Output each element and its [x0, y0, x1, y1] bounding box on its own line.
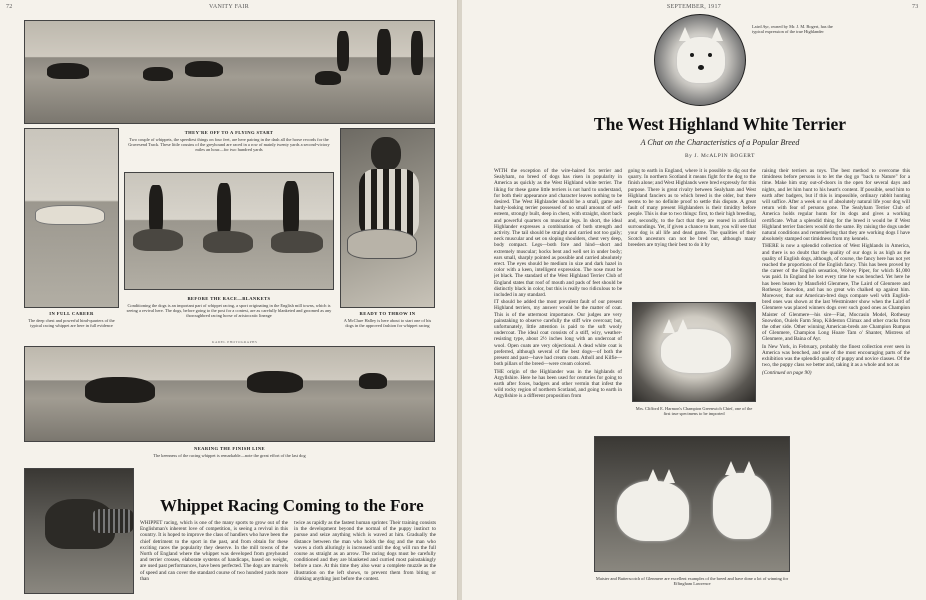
terrier-para-collection: THERE is now a splendid collection of West Highlands in America, and there is no doubt that the quality of our dogs is as high as the quality of English dogs, although, of course, the fancy here has not yet reached the proportions of the English fancy. This has been proved by the career of the English sensation, Wolvey Piper, for which $1,000 was paid. In England he lost every time he was benched. Yet here he has been beaten by Mansfield Glenmere, The Laird of Glenmere and Rothesay Snowdon, and has no great win chalked up against him. Moreover, that our American-bred dogs compare well with English-bred ones was shown at the last Westminster show when the Laird of Glenmere was placed winners dogs over such good ones as Champion Maister of Glenmere—his sire—Fiat, Moccasin Model, Rothesay Snowdon, Ouiels Farm Stop, Kildeston Climax and other cracks from the other side. Other winning American-breds are Champion Rumpus of Glenmere, Champion Long Hoare Tam o' Shanter, Mistress of Glenmere, and Baina of Ayr.: [762, 243, 910, 343]
photo-finish-line: [24, 346, 435, 442]
continued-note: (Continued on page 90): [762, 369, 812, 376]
photo-muzzled-whippet: [24, 468, 134, 594]
caption-blankets-text: Conditioning the dogs is an important part of whippet racing, a sport originating in the English mill towns, which is seeing a revival here. The dogs, before going to the post for a contest, are as carefully blanketed and groomed as any thoroughbred racing horse of aristocratic lineage: [126, 303, 332, 319]
terrier-para-newyork: In New York, in February, probably the finest collection ever seen in America was benched, and one of the most encouraging parts of the exhibition was the splendid quality of puppy and novice classes. Of the two, the puppy class we better and, taking it as a whole and not as: [762, 343, 910, 369]
caption-pair: Maister and Butterscotch of Glenmere are excellent examples of the breed and have done a lot of winning for Effingham Lawrence: [595, 576, 789, 587]
portrait-laird-ayr: [654, 14, 746, 106]
page-number-right: 73: [912, 4, 919, 10]
terrier-para-intro: WITH the exception of the wire-haired fox terrier and Sealyham, no breed of dogs has risen in popularity in America as quickly as the West Highland white terrier. The liking for these game little terriers is not hard to understand, for both their appearance and character leaves nothing to be desired. The West Highlander should be a small, game and hardy-looking terrier possessed of no small amount of self-esteem, strongly built, deep in chest, with straight, short back and powerful quarters on muscular legs. In short, the ideal Highlander expresses a combination of both strength and activity. The tail should be straight and carried not too gaily; neck muscular and set on sloping shoulders, chest very deep, body compact. Legs—both fore and hind—short and extremely muscular; hocks bent and well set in under body; ears small, sharply pointed as possible and carried absolutely erect. The eyes should be medium in size and dark hazel in color with a keen, intelligent expression. The nose must be jet black. The standard of the West Highland Terrier Club of England states that roof of mouth and pads of feet should be distinctly black in color, but this is really too ridiculous to be included in any standard.: [494, 168, 622, 299]
caption-finish-text: The keenness of the racing whippet is remarkable—note the great effort of the last dog: [153, 453, 306, 458]
running-head-right: SEPTEMBER, 1917: [666, 4, 722, 10]
caption-ready-title: READY TO THROW IN: [359, 311, 416, 316]
caption-champion: Mrs. Clifford E. Harmon's Champion Greenwich Chief, one of the first true specimens to be imported: [635, 406, 753, 417]
running-head-left: VANITY FAIR: [208, 4, 250, 10]
photo-maister-butterscotch: [594, 436, 790, 572]
left-page: [0, 0, 458, 600]
terrier-para-timidness: raising their terriers as toys. The best method to overcome this timidness before persons is to let the dog go "back to Nature" for a time. Make him stay out-of-doors in the open for several days and nights, and let him hunt to his heart's content. If possible, send him to earth after badgers, but if this is impossible, ordinary rabbit hunting will suffice. After a week or so of absolutely natural life your dog will return with fear of persons gone. The Sealyham Terrier Club of America holds regular hunts for its dogs and gives a working certificate. What a splendid thing for the breed it would be if West Highland terrier fanciers would do the same. By raising the dogs under natural conditions and remembering that they are working dogs I have absolutely stamped out timidness from my kennels.: [762, 168, 910, 243]
article-title-whippet: Whippet Racing Coming to the Fore: [160, 496, 424, 515]
caption-flying-start-title: THEY'RE OFF TO A FLYING START: [184, 130, 274, 135]
terrier-para-coat: IT should be added the most prevalent fault of our present Highland terriers, my answer would be the matter of coat. This is of the uttermost importance. Our judges are very painstaking to observe carefully the stiff wire overcoat; but, unfortunately, little attention is paid to the soft wooly undercoat. The ideal coat consists of a stiff, wiry, weather-resisting type, about 2½ inches long with an undercoat of wool. Open coats are very objectional. A dead white coat is preferred, although several of the best dogs—of both the present and past—have had cream coats. Atholl and Kilfie—both pillars of the breed—were cream colored.: [494, 299, 622, 368]
article-title-terrier: The West Highland White Terrier: [593, 114, 847, 134]
caption-full-career-text: The deep chest and powerful hind-quarters of the typical racing whippet are here in full evidence: [28, 318, 115, 329]
right-page: [462, 0, 926, 600]
photo-ready-to-throw: [340, 128, 435, 308]
photo-blankets: [124, 172, 334, 290]
article-byline: By J. McALPIN BOGERT: [684, 153, 756, 159]
caption-full-career-title: IN FULL CAREER: [49, 311, 94, 316]
caption-finish-title: NEARING THE FINISH LINE: [193, 446, 266, 451]
terrier-body-col2: going to earth in England, where it is possible to dig out the quarry. In northern Scotland it means fight for the dog to the finish alone; and West Highlands were bred expressly for this purpose. There is great rivalry between Sealyham and West Highland fanciers as to which breed is the older, but there seems to be no definite proof to settle this dispute. A great fault of many present Highlanders is their timidity before people. This is due to two things: first, to their high breeding, and, secondly, to the fact that they are reared in artificial surroundings. Yet, if given a chance to hunt, you will see that your dog is all life and dead game. The qualities of their Scotch ancestors can not be bred out, although many breeders are trying their best to do it by: [628, 168, 756, 249]
photo-flying-start: [24, 20, 435, 124]
article-subtitle: A Chat on the Characteristics of a Popular Breed: [640, 138, 800, 147]
caption-ready-text: A McClure Halley is here about to start one of his dogs in the approved fashion for whippet racing: [343, 318, 432, 329]
whippet-body-col1: WHIPPET racing, which is one of the many sports to grow out of the Englishman's inherent love of competition, is seeing a revival in this country. It is hoped to improve the class of handlers who have been the chief detriment to the sport in the past, and from obtain for these exciting races the popularity they deserve. In the mill towns of the North of England where the whippet was developed from greyhound and terrier crosses, elaborate systems of handicaps, based on weight, are used past performances, have been perfected. The dogs are marvels of speed and can cover the standard course of two hundred yards more than: [140, 520, 288, 582]
photo-credit: KADEL PHOTOGRAPHS: [212, 340, 258, 344]
caption-blankets-title: BEFORE THE RACE—BLANKETS: [187, 296, 271, 301]
page-number-left: 72: [6, 4, 13, 10]
portrait-caption: Laird Ayr, owned by Mr. J. M. Bogert, has the typical expression of the true Highlander: [752, 24, 833, 35]
photo-greenwich-chief: [632, 302, 756, 402]
terrier-para-origin: THE origin of the Highlander was in the highlands of Argyllshire. Here he has been used for centuries for going to earth after foxes, badgers and other vermin that infest the wild rocky region of northern Scotland, and going to earth in Argyllshire is a different proposition from: [494, 368, 622, 400]
whippet-body-col2: twice as rapidly as the fastest human sprinter. Their training consists in the development beyond the normal of the puppy instinct to pursue and seize anything which is waved at him. Gradually the distance between the man who holds the dog and the man who waves a cloth alluringly is increased until the dog will run the full course as straight as an arrow. The racing dogs must be carefully conditioned and they are blanketed and curried most painstakingly before a race. At this time they also wear a complete muzzle as the illustration on the left shows, to prevent them from biting or drinking anything just before the contest.: [294, 520, 436, 582]
caption-flying-start-text: Two couple of whippets, the speediest things on four feet, are here pairing in the dash all the horse records for the Gravesend Track. These little cousins of the greyhound are raced in a row of mainly twenty yards a second-victory miles an hour—for two hundred yards: [128, 137, 330, 153]
photo-full-career: [24, 128, 119, 308]
